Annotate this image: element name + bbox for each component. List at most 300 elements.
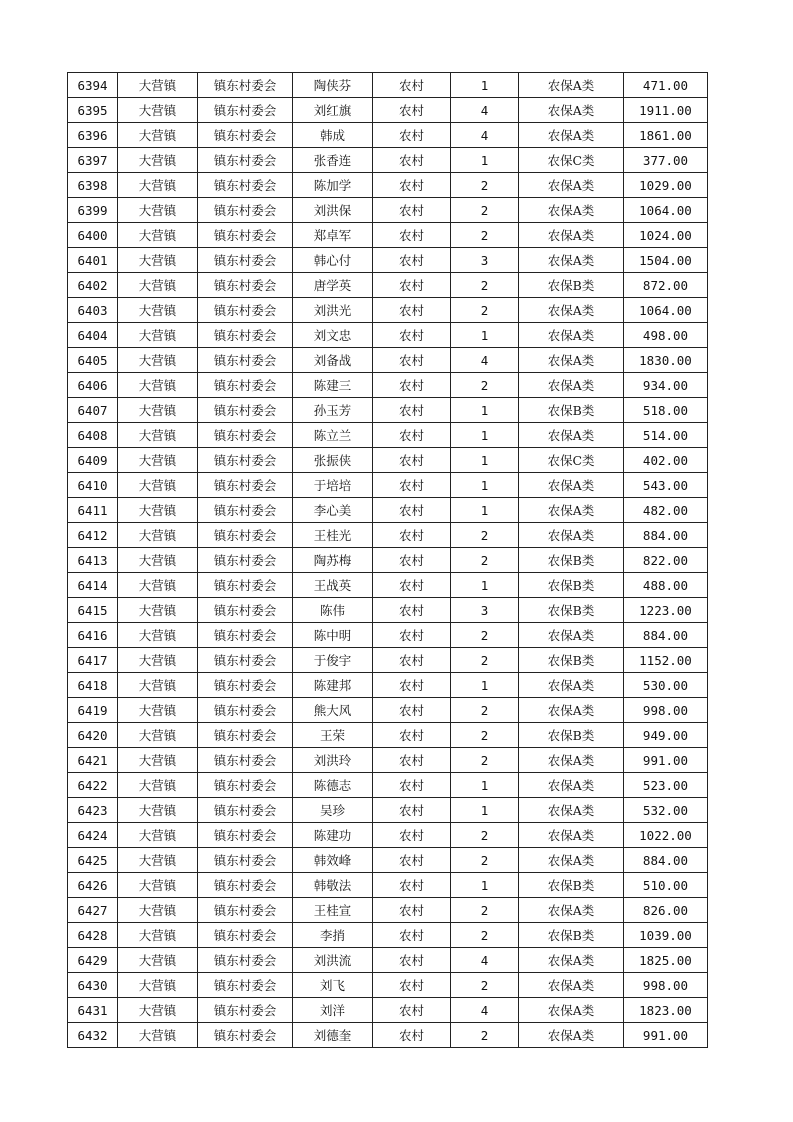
category-cell: 农保A类 — [519, 773, 624, 798]
name-cell: 刘德奎 — [293, 1023, 373, 1048]
area-type-cell: 农村 — [373, 548, 451, 573]
roster-table — [67, 72, 708, 1048]
name-cell: 韩效峰 — [293, 848, 373, 873]
row-id-cell: 6402 — [68, 273, 118, 298]
household-count-cell: 4 — [451, 948, 519, 973]
town-cell: 大营镇 — [118, 973, 198, 998]
committee-cell: 镇东村委会 — [198, 398, 293, 423]
town-cell: 大营镇 — [118, 523, 198, 548]
area-type-cell: 农村 — [373, 823, 451, 848]
row-id-cell: 6422 — [68, 773, 118, 798]
row-id-cell: 6426 — [68, 873, 118, 898]
area-type-cell: 农村 — [373, 1023, 451, 1048]
household-count-cell: 1 — [451, 148, 519, 173]
committee-cell: 镇东村委会 — [198, 423, 293, 448]
committee-cell: 镇东村委会 — [198, 273, 293, 298]
table-row — [68, 548, 708, 573]
amount-cell: 872.00 — [624, 273, 708, 298]
table-row — [68, 473, 708, 498]
area-type-cell: 农村 — [373, 348, 451, 373]
table-row — [68, 773, 708, 798]
area-type-cell: 农村 — [373, 648, 451, 673]
category-cell: 农保A类 — [519, 523, 624, 548]
amount-cell: 488.00 — [624, 573, 708, 598]
area-type-cell: 农村 — [373, 573, 451, 598]
category-cell: 农保A类 — [519, 973, 624, 998]
household-count-cell: 2 — [451, 173, 519, 198]
town-cell: 大营镇 — [118, 273, 198, 298]
committee-cell: 镇东村委会 — [198, 123, 293, 148]
category-cell: 农保A类 — [519, 98, 624, 123]
town-cell: 大营镇 — [118, 773, 198, 798]
area-type-cell: 农村 — [373, 523, 451, 548]
amount-cell: 1861.00 — [624, 123, 708, 148]
name-cell: 孙玉芳 — [293, 398, 373, 423]
table-row — [68, 448, 708, 473]
committee-cell: 镇东村委会 — [198, 748, 293, 773]
row-id-cell: 6425 — [68, 848, 118, 873]
amount-cell: 532.00 — [624, 798, 708, 823]
table-row — [68, 798, 708, 823]
household-count-cell: 2 — [451, 748, 519, 773]
committee-cell: 镇东村委会 — [198, 73, 293, 98]
row-id-cell: 6406 — [68, 373, 118, 398]
row-id-cell: 6411 — [68, 498, 118, 523]
table-row — [68, 248, 708, 273]
area-type-cell: 农村 — [373, 723, 451, 748]
table-row — [68, 723, 708, 748]
town-cell: 大营镇 — [118, 498, 198, 523]
category-cell: 农保C类 — [519, 148, 624, 173]
name-cell: 陈建邦 — [293, 673, 373, 698]
category-cell: 农保B类 — [519, 573, 624, 598]
table-row — [68, 998, 708, 1023]
area-type-cell: 农村 — [373, 448, 451, 473]
row-id-cell: 6430 — [68, 973, 118, 998]
table-row — [68, 323, 708, 348]
town-cell: 大营镇 — [118, 898, 198, 923]
committee-cell: 镇东村委会 — [198, 498, 293, 523]
row-id-cell: 6410 — [68, 473, 118, 498]
area-type-cell: 农村 — [373, 698, 451, 723]
row-id-cell: 6400 — [68, 223, 118, 248]
household-count-cell: 2 — [451, 823, 519, 848]
category-cell: 农保A类 — [519, 298, 624, 323]
row-id-cell: 6407 — [68, 398, 118, 423]
household-count-cell: 2 — [451, 223, 519, 248]
area-type-cell: 农村 — [373, 123, 451, 148]
area-type-cell: 农村 — [373, 198, 451, 223]
name-cell: 刘文忠 — [293, 323, 373, 348]
household-count-cell: 2 — [451, 848, 519, 873]
row-id-cell: 6412 — [68, 523, 118, 548]
committee-cell: 镇东村委会 — [198, 248, 293, 273]
table-row — [68, 848, 708, 873]
category-cell: 农保A类 — [519, 848, 624, 873]
town-cell: 大营镇 — [118, 823, 198, 848]
committee-cell: 镇东村委会 — [198, 798, 293, 823]
amount-cell: 1064.00 — [624, 298, 708, 323]
amount-cell: 998.00 — [624, 973, 708, 998]
name-cell: 韩敬法 — [293, 873, 373, 898]
row-id-cell: 6428 — [68, 923, 118, 948]
row-id-cell: 6431 — [68, 998, 118, 1023]
household-count-cell: 1 — [451, 498, 519, 523]
name-cell: 熊大风 — [293, 698, 373, 723]
row-id-cell: 6404 — [68, 323, 118, 348]
town-cell: 大营镇 — [118, 1023, 198, 1048]
row-id-cell: 6424 — [68, 823, 118, 848]
amount-cell: 1064.00 — [624, 198, 708, 223]
row-id-cell: 6429 — [68, 948, 118, 973]
committee-cell: 镇东村委会 — [198, 473, 293, 498]
table-row — [68, 273, 708, 298]
name-cell: 唐学英 — [293, 273, 373, 298]
category-cell: 农保A类 — [519, 373, 624, 398]
town-cell: 大营镇 — [118, 923, 198, 948]
table-row — [68, 898, 708, 923]
town-cell: 大营镇 — [118, 373, 198, 398]
row-id-cell: 6413 — [68, 548, 118, 573]
category-cell: 农保B类 — [519, 723, 624, 748]
amount-cell: 1825.00 — [624, 948, 708, 973]
name-cell: 陈加学 — [293, 173, 373, 198]
household-count-cell: 2 — [451, 1023, 519, 1048]
category-cell: 农保A类 — [519, 423, 624, 448]
committee-cell: 镇东村委会 — [198, 873, 293, 898]
household-count-cell: 2 — [451, 623, 519, 648]
committee-cell: 镇东村委会 — [198, 773, 293, 798]
category-cell: 农保A类 — [519, 498, 624, 523]
amount-cell: 822.00 — [624, 548, 708, 573]
category-cell: 农保B类 — [519, 648, 624, 673]
name-cell: 张振侠 — [293, 448, 373, 473]
household-count-cell: 4 — [451, 348, 519, 373]
name-cell: 王战英 — [293, 573, 373, 598]
committee-cell: 镇东村委会 — [198, 973, 293, 998]
table-row — [68, 1023, 708, 1048]
household-count-cell: 2 — [451, 523, 519, 548]
town-cell: 大营镇 — [118, 248, 198, 273]
name-cell: 李心美 — [293, 498, 373, 523]
amount-cell: 1504.00 — [624, 248, 708, 273]
name-cell: 刘飞 — [293, 973, 373, 998]
name-cell: 张香连 — [293, 148, 373, 173]
table-row — [68, 673, 708, 698]
area-type-cell: 农村 — [373, 873, 451, 898]
household-count-cell: 2 — [451, 723, 519, 748]
amount-cell: 518.00 — [624, 398, 708, 423]
committee-cell: 镇东村委会 — [198, 523, 293, 548]
category-cell: 农保A类 — [519, 123, 624, 148]
name-cell: 陈建功 — [293, 823, 373, 848]
amount-cell: 482.00 — [624, 498, 708, 523]
name-cell: 郑卓军 — [293, 223, 373, 248]
committee-cell: 镇东村委会 — [198, 173, 293, 198]
committee-cell: 镇东村委会 — [198, 323, 293, 348]
committee-cell: 镇东村委会 — [198, 1023, 293, 1048]
committee-cell: 镇东村委会 — [198, 573, 293, 598]
category-cell: 农保A类 — [519, 673, 624, 698]
name-cell: 刘洪流 — [293, 948, 373, 973]
town-cell: 大营镇 — [118, 423, 198, 448]
household-count-cell: 1 — [451, 73, 519, 98]
table-row — [68, 648, 708, 673]
area-type-cell: 农村 — [373, 373, 451, 398]
committee-cell: 镇东村委会 — [198, 948, 293, 973]
row-id-cell: 6395 — [68, 98, 118, 123]
committee-cell: 镇东村委会 — [198, 98, 293, 123]
name-cell: 陈中明 — [293, 623, 373, 648]
row-id-cell: 6397 — [68, 148, 118, 173]
area-type-cell: 农村 — [373, 248, 451, 273]
area-type-cell: 农村 — [373, 148, 451, 173]
household-count-cell: 1 — [451, 323, 519, 348]
household-count-cell: 1 — [451, 423, 519, 448]
household-count-cell: 2 — [451, 548, 519, 573]
category-cell: 农保B类 — [519, 398, 624, 423]
household-count-cell: 3 — [451, 598, 519, 623]
area-type-cell: 农村 — [373, 73, 451, 98]
household-count-cell: 1 — [451, 773, 519, 798]
table-row — [68, 198, 708, 223]
category-cell: 农保A类 — [519, 698, 624, 723]
category-cell: 农保A类 — [519, 948, 624, 973]
committee-cell: 镇东村委会 — [198, 698, 293, 723]
household-count-cell: 1 — [451, 873, 519, 898]
category-cell: 农保B类 — [519, 273, 624, 298]
town-cell: 大营镇 — [118, 98, 198, 123]
household-count-cell: 2 — [451, 273, 519, 298]
table-row — [68, 73, 708, 98]
town-cell: 大营镇 — [118, 73, 198, 98]
name-cell: 刘洪玲 — [293, 748, 373, 773]
household-count-cell: 2 — [451, 648, 519, 673]
amount-cell: 402.00 — [624, 448, 708, 473]
town-cell: 大营镇 — [118, 673, 198, 698]
area-type-cell: 农村 — [373, 948, 451, 973]
town-cell: 大营镇 — [118, 623, 198, 648]
name-cell: 刘备战 — [293, 348, 373, 373]
table-row — [68, 298, 708, 323]
area-type-cell: 农村 — [373, 748, 451, 773]
household-count-cell: 2 — [451, 198, 519, 223]
table-row — [68, 373, 708, 398]
name-cell: 陈立兰 — [293, 423, 373, 448]
row-id-cell: 6399 — [68, 198, 118, 223]
town-cell: 大营镇 — [118, 148, 198, 173]
committee-cell: 镇东村委会 — [198, 898, 293, 923]
category-cell: 农保A类 — [519, 173, 624, 198]
name-cell: 刘洋 — [293, 998, 373, 1023]
area-type-cell: 农村 — [373, 223, 451, 248]
category-cell: 农保A类 — [519, 1023, 624, 1048]
table-row — [68, 973, 708, 998]
town-cell: 大营镇 — [118, 473, 198, 498]
amount-cell: 934.00 — [624, 373, 708, 398]
row-id-cell: 6396 — [68, 123, 118, 148]
row-id-cell: 6408 — [68, 423, 118, 448]
town-cell: 大营镇 — [118, 548, 198, 573]
household-count-cell: 2 — [451, 923, 519, 948]
town-cell: 大营镇 — [118, 748, 198, 773]
committee-cell: 镇东村委会 — [198, 723, 293, 748]
row-id-cell: 6398 — [68, 173, 118, 198]
table-row — [68, 923, 708, 948]
amount-cell: 1911.00 — [624, 98, 708, 123]
category-cell: 农保B类 — [519, 548, 624, 573]
household-count-cell: 2 — [451, 373, 519, 398]
amount-cell: 1223.00 — [624, 598, 708, 623]
name-cell: 刘洪光 — [293, 298, 373, 323]
name-cell: 刘洪保 — [293, 198, 373, 223]
row-id-cell: 6394 — [68, 73, 118, 98]
household-count-cell: 2 — [451, 898, 519, 923]
category-cell: 农保A类 — [519, 323, 624, 348]
town-cell: 大营镇 — [118, 448, 198, 473]
household-count-cell: 3 — [451, 248, 519, 273]
table-row — [68, 348, 708, 373]
amount-cell: 1022.00 — [624, 823, 708, 848]
name-cell: 陈伟 — [293, 598, 373, 623]
committee-cell: 镇东村委会 — [198, 673, 293, 698]
table-row — [68, 573, 708, 598]
town-cell: 大营镇 — [118, 998, 198, 1023]
table-row — [68, 423, 708, 448]
amount-cell: 543.00 — [624, 473, 708, 498]
row-id-cell: 6416 — [68, 623, 118, 648]
amount-cell: 498.00 — [624, 323, 708, 348]
name-cell: 韩心付 — [293, 248, 373, 273]
town-cell: 大营镇 — [118, 398, 198, 423]
amount-cell: 530.00 — [624, 673, 708, 698]
category-cell: 农保A类 — [519, 473, 624, 498]
household-count-cell: 2 — [451, 698, 519, 723]
table-row — [68, 523, 708, 548]
category-cell: 农保B类 — [519, 598, 624, 623]
area-type-cell: 农村 — [373, 773, 451, 798]
category-cell: 农保A类 — [519, 73, 624, 98]
committee-cell: 镇东村委会 — [198, 998, 293, 1023]
table-row — [68, 698, 708, 723]
area-type-cell: 农村 — [373, 498, 451, 523]
amount-cell: 884.00 — [624, 848, 708, 873]
area-type-cell: 农村 — [373, 798, 451, 823]
town-cell: 大营镇 — [118, 223, 198, 248]
town-cell: 大营镇 — [118, 573, 198, 598]
town-cell: 大营镇 — [118, 198, 198, 223]
town-cell: 大营镇 — [118, 123, 198, 148]
household-count-cell: 4 — [451, 123, 519, 148]
table-row — [68, 98, 708, 123]
amount-cell: 1039.00 — [624, 923, 708, 948]
category-cell: 农保A类 — [519, 748, 624, 773]
amount-cell: 510.00 — [624, 873, 708, 898]
category-cell: 农保A类 — [519, 623, 624, 648]
area-type-cell: 农村 — [373, 173, 451, 198]
category-cell: 农保B类 — [519, 923, 624, 948]
name-cell: 韩成 — [293, 123, 373, 148]
area-type-cell: 农村 — [373, 423, 451, 448]
table-row — [68, 173, 708, 198]
table-row — [68, 823, 708, 848]
town-cell: 大营镇 — [118, 598, 198, 623]
row-id-cell: 6403 — [68, 298, 118, 323]
name-cell: 陈建三 — [293, 373, 373, 398]
name-cell: 王桂宣 — [293, 898, 373, 923]
committee-cell: 镇东村委会 — [198, 648, 293, 673]
category-cell: 农保A类 — [519, 223, 624, 248]
town-cell: 大营镇 — [118, 873, 198, 898]
amount-cell: 1823.00 — [624, 998, 708, 1023]
amount-cell: 1029.00 — [624, 173, 708, 198]
household-count-cell: 2 — [451, 298, 519, 323]
area-type-cell: 农村 — [373, 323, 451, 348]
household-count-cell: 4 — [451, 998, 519, 1023]
name-cell: 王荣 — [293, 723, 373, 748]
name-cell: 陶苏梅 — [293, 548, 373, 573]
row-id-cell: 6418 — [68, 673, 118, 698]
town-cell: 大营镇 — [118, 648, 198, 673]
town-cell: 大营镇 — [118, 848, 198, 873]
committee-cell: 镇东村委会 — [198, 348, 293, 373]
table-row — [68, 223, 708, 248]
name-cell: 于培培 — [293, 473, 373, 498]
household-count-cell: 1 — [451, 573, 519, 598]
town-cell: 大营镇 — [118, 948, 198, 973]
household-count-cell: 1 — [451, 673, 519, 698]
row-id-cell: 6415 — [68, 598, 118, 623]
category-cell: 农保A类 — [519, 823, 624, 848]
area-type-cell: 农村 — [373, 898, 451, 923]
table-row — [68, 623, 708, 648]
area-type-cell: 农村 — [373, 848, 451, 873]
amount-cell: 826.00 — [624, 898, 708, 923]
town-cell: 大营镇 — [118, 173, 198, 198]
table-row — [68, 873, 708, 898]
town-cell: 大营镇 — [118, 698, 198, 723]
area-type-cell: 农村 — [373, 598, 451, 623]
committee-cell: 镇东村委会 — [198, 448, 293, 473]
row-id-cell: 6417 — [68, 648, 118, 673]
household-count-cell: 1 — [451, 473, 519, 498]
name-cell: 于俊宇 — [293, 648, 373, 673]
table-body — [68, 73, 708, 1048]
category-cell: 农保A类 — [519, 348, 624, 373]
amount-cell: 523.00 — [624, 773, 708, 798]
area-type-cell: 农村 — [373, 998, 451, 1023]
row-id-cell: 6419 — [68, 698, 118, 723]
row-id-cell: 6414 — [68, 573, 118, 598]
household-count-cell: 2 — [451, 973, 519, 998]
category-cell: 农保B类 — [519, 873, 624, 898]
area-type-cell: 农村 — [373, 398, 451, 423]
amount-cell: 991.00 — [624, 748, 708, 773]
area-type-cell: 农村 — [373, 623, 451, 648]
committee-cell: 镇东村委会 — [198, 223, 293, 248]
amount-cell: 1152.00 — [624, 648, 708, 673]
area-type-cell: 农村 — [373, 973, 451, 998]
row-id-cell: 6432 — [68, 1023, 118, 1048]
household-count-cell: 4 — [451, 98, 519, 123]
row-id-cell: 6405 — [68, 348, 118, 373]
area-type-cell: 农村 — [373, 473, 451, 498]
table-row — [68, 598, 708, 623]
household-count-cell: 1 — [451, 448, 519, 473]
table-row — [68, 948, 708, 973]
amount-cell: 949.00 — [624, 723, 708, 748]
town-cell: 大营镇 — [118, 348, 198, 373]
